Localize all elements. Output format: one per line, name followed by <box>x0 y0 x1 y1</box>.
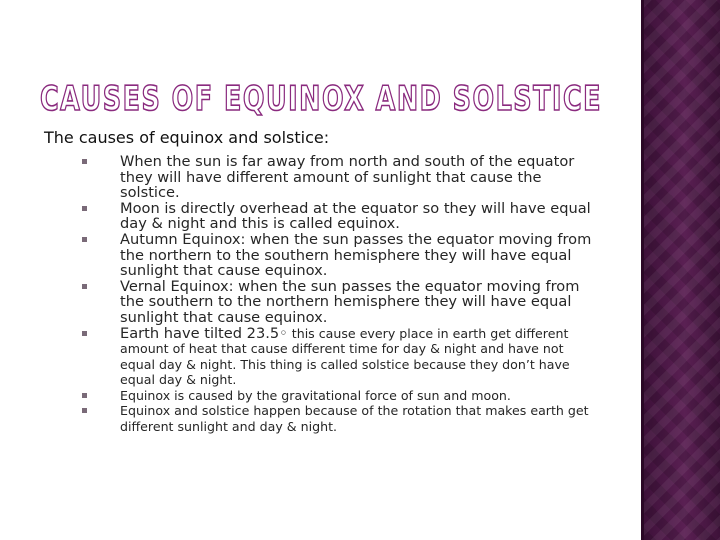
bullet-marker <box>82 206 87 211</box>
bullet-marker <box>82 284 87 289</box>
bullet-item-1 <box>76 154 601 201</box>
intro-text: The causes of equinox and solstice: <box>44 128 330 147</box>
bullet-item-7 <box>76 403 601 434</box>
sidebar-edge <box>641 0 644 540</box>
bullet-item-6 <box>76 388 601 404</box>
bullet-marker <box>82 159 87 164</box>
bullet-item-2 <box>76 201 601 232</box>
bullet-text-rest: this cause every place in earth get different amount of heat that cause different time for day & night and have not equal day & night. This thing is called solstice because they don’t have equal day & night. <box>120 325 570 388</box>
bullet-text-lead: Earth have tilted 23.5◦ <box>120 324 288 342</box>
slide-title-text: CAUSES OF EQUINOX AND SOLSTICE <box>40 79 602 119</box>
bullet-text: Vernal Equinox: when the sun passes the equator moving from the southern to the northern hemisphere they will have equal sunlight that cause equinox. <box>120 277 580 326</box>
bullet-marker <box>82 237 87 242</box>
bullet-text: Moon is directly overhead at the equator so they will have equal day & night and this is called equinox. <box>120 199 591 233</box>
bullet-list <box>76 154 601 434</box>
bullet-marker <box>82 393 87 398</box>
bullet-text: When the sun is far away from north and south of the equator they will have different amount of sunlight that cause the solstice. <box>120 153 575 202</box>
slide-title-svg <box>30 72 630 122</box>
bullet-text: Equinox is caused by the gravitational force of sun and moon. <box>120 387 511 403</box>
bullet-marker <box>82 408 87 413</box>
decorative-sidebar <box>641 0 720 540</box>
bullet-item-4 <box>76 279 601 326</box>
slide-title <box>30 72 630 122</box>
bullet-text: Autumn Equinox: when the sun passes the equator moving from the northern to the southern hemisphere they will have equal sunlight that cause equinox. <box>120 230 592 280</box>
bullet-item-5 <box>76 326 601 388</box>
bullet-item-3 <box>76 232 601 279</box>
bullet-text: Equinox and solstice happen because of the rotation that makes earth get different sunlight and day & night. <box>120 403 589 434</box>
bullet-marker <box>82 331 87 336</box>
